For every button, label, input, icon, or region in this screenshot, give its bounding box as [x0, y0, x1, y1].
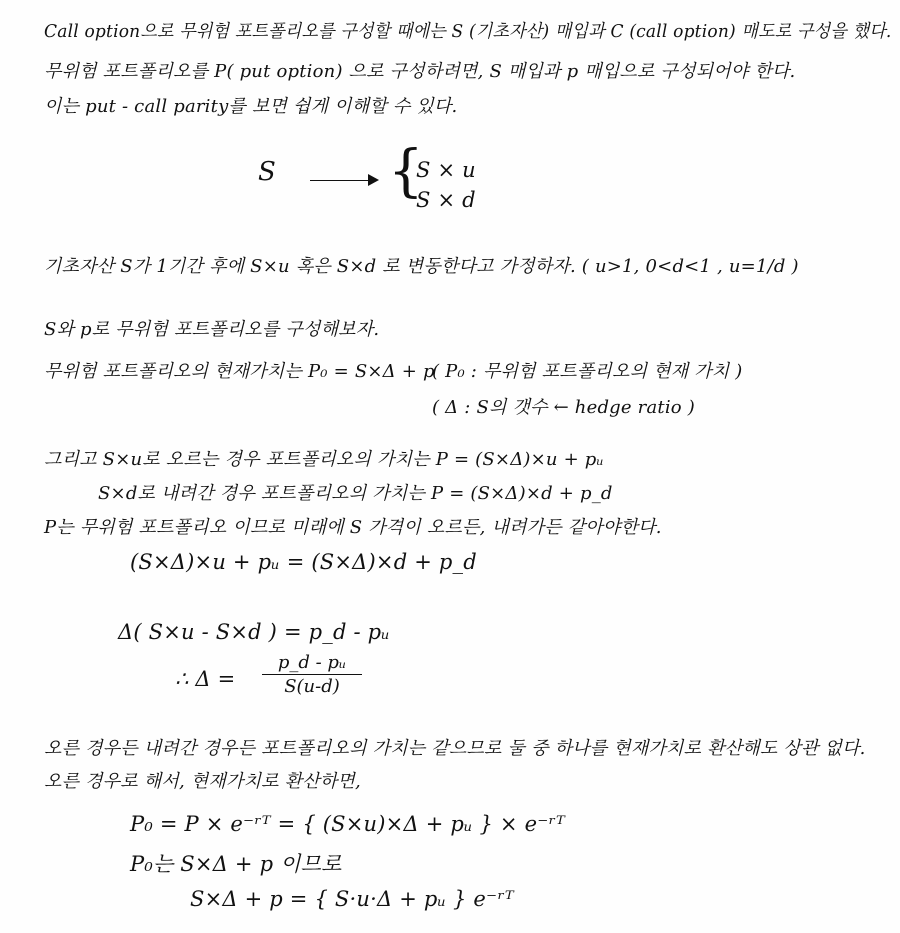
tree-down-branch: S × d: [416, 188, 476, 212]
text-line-7: ( Δ : S의 갯수 ← hedge ratio ): [432, 397, 695, 418]
text-line-2: 무위험 포트폴리오를 P( put option) 으로 구성하려면, S 매입과 p 매입으로 구성되어야 한다.: [44, 61, 796, 82]
text-line-9: S×d로 내려간 경우 포트폴리오의 가치는 P = (S×Δ)×d + p_d: [98, 483, 613, 504]
text-line-6-note: ( P₀ : 무위험 포트폴리오의 현재 가치 ): [432, 361, 743, 382]
equation-5: P₀는 S×Δ + p 이므로: [130, 852, 342, 876]
equation-1: (S×Δ)×u + pᵤ = (S×Δ)×d + p_d: [130, 550, 477, 574]
equation-4: P₀ = P × e⁻ʳᵀ = { (S×u)×Δ + pᵤ } × e⁻ʳᵀ: [130, 812, 565, 836]
equation-3-numerator: p_d - pᵤ: [277, 652, 347, 673]
text-line-5: S와 p로 무위험 포트폴리오를 구성해보자.: [44, 319, 380, 340]
tree-up-branch: S × u: [416, 158, 476, 182]
text-line-11: 오른 경우든 내려간 경우든 포트폴리오의 가치는 같으므로 둘 중 하나를 현재가치로 환산해도 상관 없다.: [44, 738, 866, 759]
equation-3-denominator: S(u-d): [284, 676, 340, 697]
text-line-4: 기초자산 S가 1기간 후에 S×u 혹은 S×d 로 변동한다고 가정하자. ( u>1, 0<d<1 , u=1/d ): [44, 256, 799, 277]
equation-3-lhs: ∴ Δ =: [175, 667, 236, 691]
tree-root: S: [258, 157, 277, 187]
text-line-8: 그리고 S×u로 오르는 경우 포트폴리오의 가치는 P = (S×Δ)×u + pᵤ: [44, 449, 604, 470]
text-line-10: P는 무위험 포트폴리오 이므로 미래에 S 가격이 오르든, 내려가든 같아야한다.: [44, 517, 662, 538]
equation-2: Δ( S×u - S×d ) = p_d - pᵤ: [118, 620, 390, 644]
tree-arrow-shaft: [310, 180, 370, 181]
fraction-bar: [262, 674, 362, 675]
equation-6: S×Δ + p = { S·u·Δ + pᵤ } e⁻ʳᵀ: [190, 887, 514, 911]
tree-brace: {: [388, 139, 424, 204]
text-line-12: 오른 경우로 해서, 현재가치로 환산하면,: [44, 771, 361, 792]
tree-arrow-head: [368, 174, 379, 186]
text-line-3: 이는 put - call parity를 보면 쉽게 이해할 수 있다.: [44, 96, 458, 117]
equation-3-fraction: [262, 652, 362, 697]
text-line-1: Call option으로 무위험 포트폴리오를 구성할 때에는 S (기초자산) 매입과 C (call option) 매도로 구성을 했다.: [44, 21, 892, 42]
text-line-6: 무위험 포트폴리오의 현재가치는 P₀ = S×Δ + p: [44, 361, 435, 382]
